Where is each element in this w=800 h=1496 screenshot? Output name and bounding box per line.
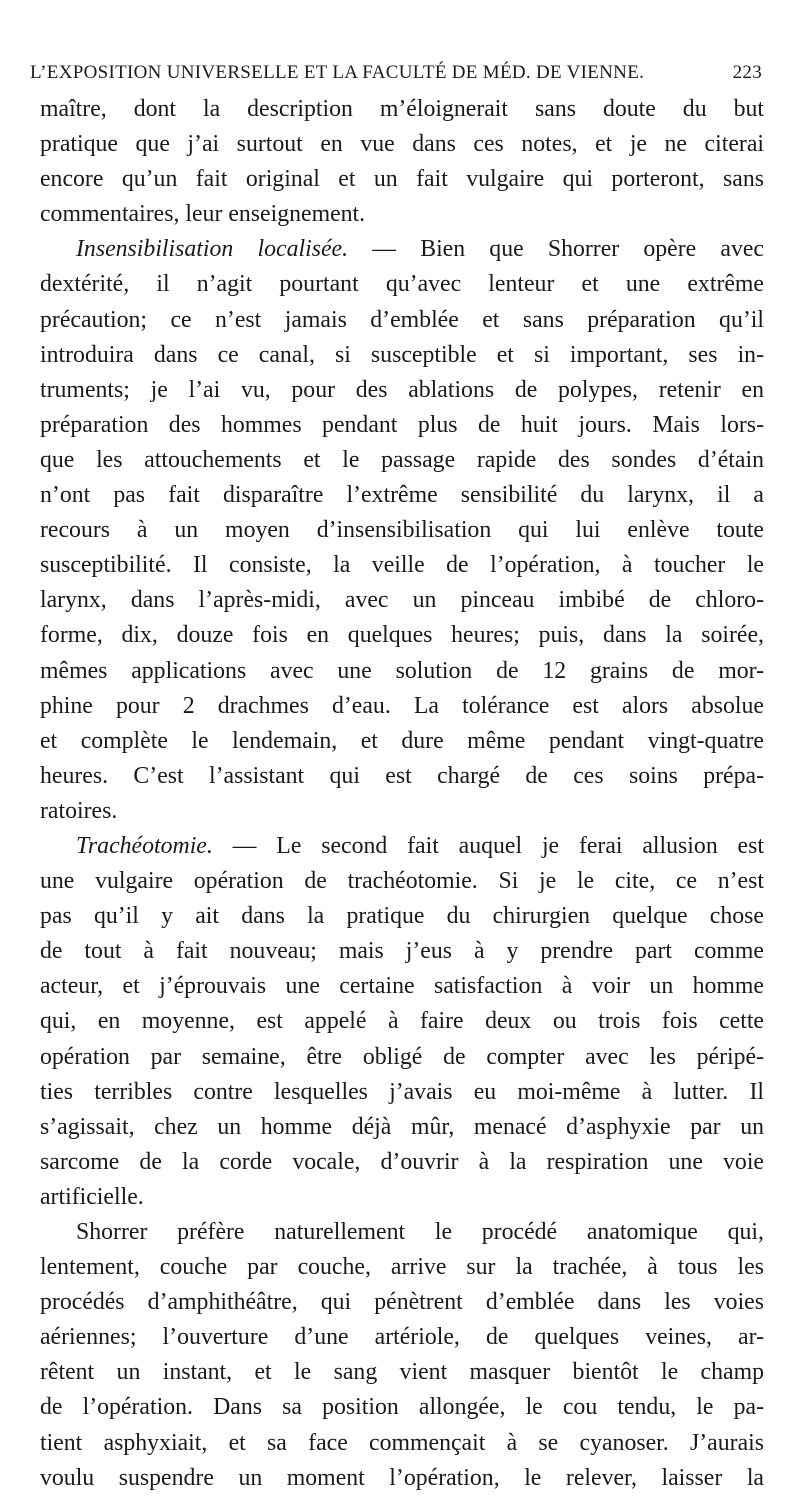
text-line — [40, 338, 764, 373]
text-line — [40, 373, 764, 408]
text-line — [40, 1004, 764, 1039]
line-text: opération par semaine, être obligé de compter avec les péripé- — [40, 1043, 764, 1070]
line-text: introduira dans ce canal, si susceptible et si important, ses in- — [40, 341, 764, 368]
text-line — [40, 1390, 764, 1425]
line-text: sarcome de la corde vocale, d’ouvrir à la respiration une voie — [40, 1148, 764, 1175]
text-line — [40, 1250, 764, 1285]
text-line — [40, 583, 764, 618]
line-text: Shorrer préfère naturellement le procédé anatomique qui, — [76, 1219, 764, 1245]
line-text: acteur, et j’éprouvais une certaine satisfaction à voir un homme — [40, 973, 764, 1000]
body-text — [40, 92, 764, 1496]
section-heading: Trachéotomie. — [76, 832, 213, 859]
text-line — [40, 689, 764, 724]
text-line — [40, 759, 764, 794]
line-text: de l’opération. Dans sa position allongée, le cou tendu, le pa- — [40, 1394, 764, 1421]
line-text: que les attouchements et le passage rapide des sondes d’étain — [40, 446, 764, 473]
line-text: et complète le lendemain, et dure même pendant vingt-quatre — [40, 727, 764, 754]
text-line — [40, 232, 764, 267]
line-text: préparation des hommes pendant plus de huit jours. Mais lors- — [40, 411, 764, 438]
text-line — [40, 1320, 764, 1355]
line-text: rêtent un instant, et le sang vient masquer bientôt le champ — [40, 1359, 764, 1386]
line-text: artificielle. — [40, 1183, 144, 1210]
text-line — [40, 654, 764, 689]
line-text: pas qu’il y ait dans la pratique du chirurgien quelque chose — [40, 903, 764, 930]
text-line — [40, 408, 764, 443]
running-head — [30, 62, 762, 84]
text-line — [40, 1145, 764, 1180]
line-text: recours à un moyen d’insensibilisation qui lui enlève toute — [40, 517, 764, 544]
text-line — [40, 478, 764, 513]
line-text: pratique que j’ai surtout en vue dans ces notes, et je ne citerai — [40, 131, 764, 158]
line-text: dextérité, il n’agit pourtant qu’avec lenteur et une extrême — [40, 271, 764, 298]
line-text: ratoires. — [40, 797, 118, 824]
text-line — [40, 197, 764, 232]
line-text: susceptibilité. Il consiste, la veille de l’opération, à toucher le — [40, 552, 764, 579]
line-text: — Le second fait auquel je ferai allusion est — [212, 832, 764, 859]
line-text: — Bien que Shorrer opère avec — [348, 236, 764, 263]
text-line — [40, 267, 764, 302]
text-line — [40, 1355, 764, 1390]
text-line — [40, 162, 764, 197]
line-text: mêmes applications avec une solution de 12 grains de mor- — [40, 657, 764, 684]
text-line — [40, 829, 764, 864]
line-text: aériennes; l’ouverture d’une artériole, de quelques veines, ar- — [40, 1324, 764, 1351]
running-head-title: L’EXPOSITION UNIVERSELLE ET LA FACULTÉ DE MÉD. DE VIENNE. — [30, 62, 645, 83]
line-text: ties terribles contre lesquelles j’avais eu moi-même à lutter. Il — [40, 1078, 764, 1105]
line-text: précaution; ce n’est jamais d’emblée et sans préparation qu’il — [40, 306, 764, 333]
line-text: forme, dix, douze fois en quelques heures; puis, dans la soirée, — [40, 622, 764, 649]
line-text: encore qu’un fait original et un fait vulgaire qui porteront, sans — [40, 166, 764, 193]
line-text: phine pour 2 drachmes d’eau. La tolérance est alors absolue — [40, 692, 764, 719]
text-line — [40, 303, 764, 338]
text-line — [40, 1461, 764, 1496]
text-line — [40, 1110, 764, 1145]
text-line — [40, 513, 764, 548]
line-text: commentaires, leur enseignement. — [40, 201, 366, 228]
text-line — [40, 1285, 764, 1320]
text-line — [40, 1075, 764, 1110]
line-text: s’agissait, chez un homme déjà mûr, menacé d’asphyxie par un — [40, 1113, 764, 1140]
text-line — [40, 899, 764, 934]
line-text: voulu suspendre un moment l’opération, le relever, laisser la — [40, 1464, 764, 1491]
line-text: une vulgaire opération de trachéotomie. Si je le cite, ce n’est — [40, 868, 764, 895]
text-line — [40, 1180, 764, 1215]
text-line — [40, 548, 764, 583]
line-text: heures. C’est l’assistant qui est chargé de ces soins prépa- — [40, 762, 764, 789]
line-text: truments; je l’ai vu, pour des ablations de polypes, retenir en — [40, 376, 764, 403]
line-text: de tout à fait nouveau; mais j’eus à y prendre part comme — [40, 938, 764, 965]
line-text: qui, en moyenne, est appelé à faire deux ou trois fois cette — [40, 1008, 764, 1035]
text-line — [40, 127, 764, 162]
line-text: tient asphyxiait, et sa face commençait à se cyanoser. J’aurais — [40, 1429, 764, 1456]
line-text: lentement, couche par couche, arrive sur la trachée, à tous les — [40, 1254, 764, 1281]
text-line — [40, 864, 764, 899]
text-line — [40, 443, 764, 478]
text-line — [40, 724, 764, 759]
text-line — [40, 794, 764, 829]
text-line — [40, 1426, 764, 1461]
line-text: n’ont pas fait disparaître l’extrême sensibilité du larynx, il a — [40, 482, 764, 509]
text-line — [40, 1040, 764, 1075]
line-text: maître, dont la description m’éloignerait sans doute du but — [40, 96, 764, 122]
text-line — [40, 934, 764, 969]
section-heading: Insensibilisation localisée. — [76, 236, 349, 263]
text-line — [40, 969, 764, 1004]
text-line — [40, 92, 764, 127]
text-line — [40, 618, 764, 653]
line-text: procédés d’amphithéâtre, qui pénètrent d’emblée dans les voies — [40, 1289, 764, 1316]
text-line — [40, 1215, 764, 1250]
page-number: 223 — [732, 62, 762, 83]
line-text: larynx, dans l’après-midi, avec un pinceau imbibé de chloro- — [40, 587, 764, 614]
